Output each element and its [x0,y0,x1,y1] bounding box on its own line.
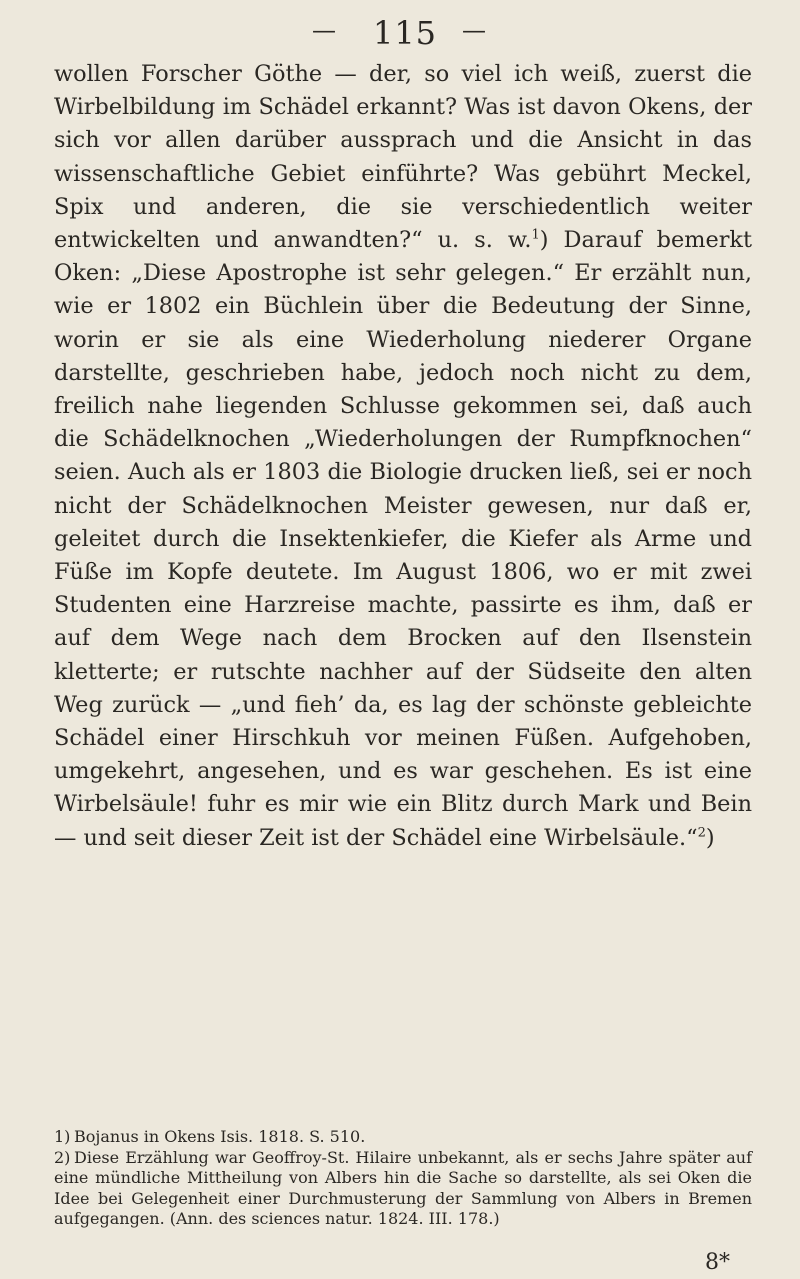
footnote-ref-2: 2 [697,825,706,841]
footnote-2 [54,1148,752,1230]
header-dash-right: — [462,16,486,44]
body-text-part-2: ) Darauf bemerkt Oken: „Diese Apostrophe ist sehr gelegen.“ Er erzählt nun, wie er 1802 ein Büchlein über die Bedeutung der Sinne, worin er sie als eine Wiederholung niederer Organe darstellte, geschrieben habe, jedoch noch nicht zu dem, freilich nahe liegenden Schlusse gekommen sei, daß auch die Schädelknochen „Wiederholungen der Rumpfknochen“ seien. Auch als er 1803 die Biologie drucken ließ, sei er noch nicht der Schädelknochen Meister gewesen, nur daß er, geleitet durch die Insektenkiefer, die Kiefer als Arme und Füße im Kopfe deutete. Im August 1806, wo er mit zwei Studenten eine Harzreise machte, passirte es ihm, daß er auf dem Wege nach dem Brocken auf den Ilsenstein kletterte; er rutschte nachher auf der Südseite den alten Weg zurück — „und fieh’ da, es lag der schönste gebleichte Schädel einer Hirschkuh vor meinen Füßen. Aufgehoben, umgekehrt, angesehen, und es war geschehen. Es ist eine Wirbelsäule! fuhr es mir wie ein Blitz durch Mark und Bein — und seit dieser Zeit ist der Schädel eine Wirbelsäule.“ [54,227,752,851]
body-text-part-3: ) [705,824,715,851]
signature-mark: 8* [705,1250,730,1275]
main-text [54,58,752,855]
footnote-2-number: 2) [54,1147,71,1167]
footnote-1-text: Bojanus in Okens Isis. 1818. S. 510. [74,1127,366,1146]
footnote-1-number: 1) [54,1127,71,1146]
footnote-1 [54,1127,752,1148]
header-dash-left: — [312,16,336,44]
page-number: 115 [372,14,438,52]
footnote-ref-1: 1 [531,227,540,243]
footnotes [54,1127,752,1230]
page-header [0,14,800,54]
body-text-part-1: wollen Forscher Göthe — der, so viel ich weiß, zuerst die Wirbelbildung im Schädel erkannt? Was ist davon Okens, der sich vor allen darüber aussprach und die Ansicht in das wissenschaftliche Gebiet einführte? Was gebührt Meckel, Spix und anderen, die sie verschiedentlich weiter entwickelten und anwandten?“ u. s. w. [54,61,752,254]
footnote-2-text: Diese Erzählung war Geoffroy-St. Hilaire unbekannt, als er sechs Jahre später auf eine mündliche Mittheilung von Albers hin die Sache so darstellte, als sei Oken die Idee bei Gelegenheit einer Durchmusterung der Sammlung von Albers in Bremen aufgegangen. (Ann. des sciences natur. 1824. III. 178.) [54,1147,752,1228]
body-paragraph [54,58,752,855]
